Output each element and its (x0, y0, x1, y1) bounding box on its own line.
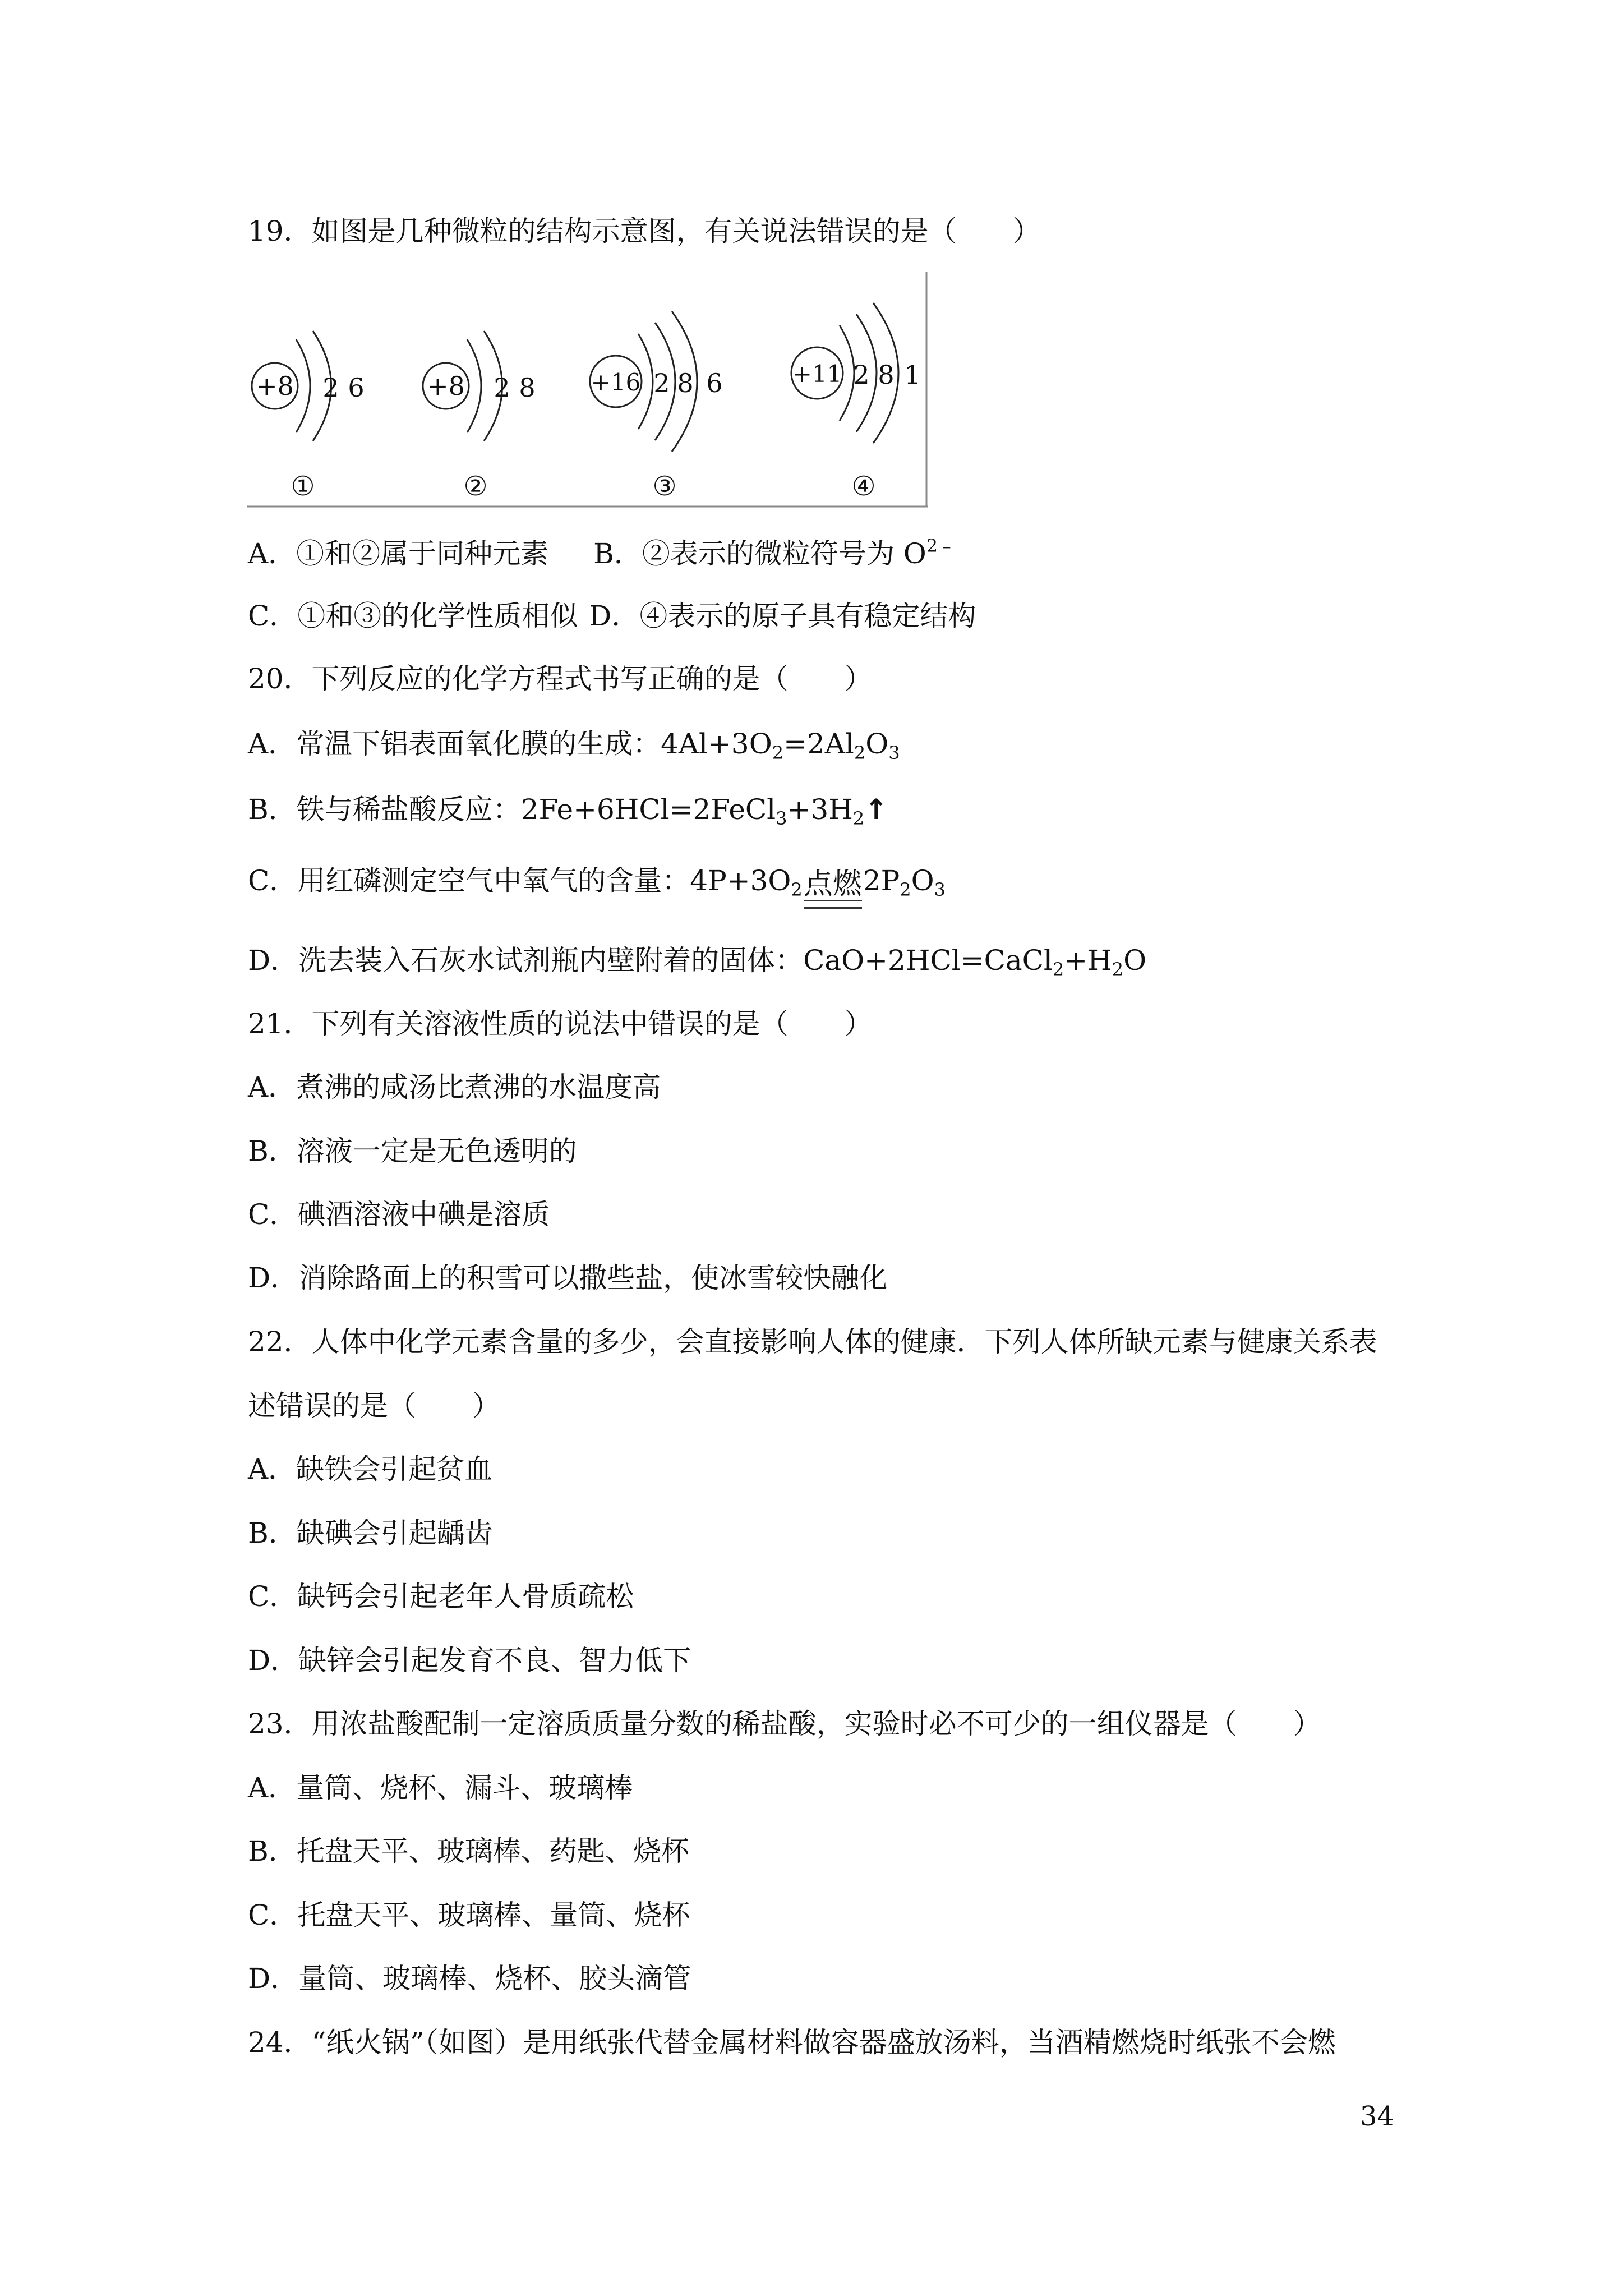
shell-electrons: 6 (706, 368, 723, 398)
q23-option-c: C．托盘天平、玻璃棒、量筒、烧杯 (248, 1899, 690, 1931)
nucleus-charge-2: +8 (427, 371, 465, 401)
q21-option-c: C．碘酒溶液中碘是溶质 (248, 1198, 550, 1231)
reaction-condition: 点燃 (804, 867, 862, 909)
q19-option-c: C．①和③的化学性质相似 (248, 600, 578, 632)
q19-option-b: B．②表示的微粒符号为 $O^{2﹣}$ (593, 535, 956, 570)
q21-option-a: A．煮沸的咸汤比煮沸的水温度高 (248, 1071, 661, 1103)
q19-options-row1 (248, 537, 956, 570)
particle-label-2: ② (463, 471, 488, 502)
q21-option-d: D．消除路面上的积雪可以撒些盐，使冰雪较快融化 (248, 1262, 888, 1294)
q22-stem-line1: 22．人体中化学元素含量的多少，会直接影响人体的健康．下列人体所缺元素与健康关系表 (248, 1326, 1377, 1358)
q21-stem: 21．下列有关溶液性质的说法中错误的是（ ） (248, 1007, 873, 1040)
nucleus-charge-3: +16 (591, 369, 641, 396)
shell-electrons: 2 (653, 368, 670, 398)
q20-stem: 20．下列反应的化学方程式书写正确的是（ ） (248, 662, 873, 695)
q22-option-c: C．缺钙会引起老年人骨质疏松 (248, 1580, 634, 1613)
shell-electrons: 8 (878, 360, 895, 390)
q22-option-b: B．缺碘会引起龋齿 (248, 1517, 493, 1549)
shell-electrons: 2 (853, 360, 870, 390)
q22-option-a: A．缺铁会引起贫血 (248, 1453, 493, 1485)
q22-option-d: D．缺锌会引起发育不良、智力低下 (248, 1644, 691, 1677)
q19-options-row2 (248, 599, 976, 633)
q23-option-a: A．量筒、烧杯、漏斗、玻璃棒 (248, 1772, 633, 1804)
shell-electrons: 8 (677, 368, 694, 398)
q24-stem: 24．“纸火锅”（如图）是用纸张代替金属材料做容器盛放汤料，当酒精燃烧时纸张不会燃 (248, 2026, 1336, 2059)
gas-arrow-icon: ↑ (864, 793, 888, 826)
q20-option-c: C．用红磷测定空气中氧气的含量：$4P+3O_2$点燃$2P_2O_3$ (248, 864, 946, 909)
q19-option-a: A．①和②属于同种元素 (248, 537, 549, 570)
q23-stem: 23．用浓盐酸配制一定溶质质量分数的稀盐酸，实验时必不可少的一组仪器是（ ） (248, 1708, 1321, 1740)
nucleus-charge-4: +11 (792, 360, 842, 388)
shell-electrons: 6 (348, 372, 365, 403)
q23-option-b: B．托盘天平、玻璃棒、药匙、烧杯 (248, 1835, 689, 1867)
particle-label-4: ④ (851, 471, 876, 502)
q19-stem: 19．如图是几种微粒的结构示意图，有关说法错误的是（ ） (248, 215, 1041, 247)
shell-electrons: 1 (904, 360, 921, 390)
q20-option-a: A．常温下铝表面氧化膜的生成：$4Al+3O_2=2Al_2O_3$ (248, 728, 900, 763)
particle-label-1: ① (291, 471, 315, 502)
shell-electrons: 8 (519, 372, 536, 403)
q23-option-d: D．量筒、玻璃棒、烧杯、胶头滴管 (248, 1962, 691, 1995)
q22-stem-line2: 述错误的是（ ） (248, 1389, 500, 1422)
q20-option-b: B．铁与稀盐酸反应：$2Fe+6HCl=2FeCl_3+3H_2↑$ (248, 793, 888, 829)
q21-option-b: B．溶液一定是无色透明的 (248, 1135, 577, 1167)
shell-electrons: 2 (494, 372, 510, 403)
q20-option-d: D．洗去装入石灰水试剂瓶内壁附着的固体：$CaO+2HCl=CaCl_2+H_2O$ (248, 944, 1147, 980)
q19-option-d: D．④表示的原子具有稳定结构 (589, 600, 976, 632)
atomic-structure-diagram (247, 272, 931, 508)
shell-electrons: 2 (322, 372, 339, 403)
nucleus-charge-1: +8 (256, 371, 294, 401)
particle-label-3: ③ (652, 471, 677, 502)
page-number: 34 (1360, 2101, 1395, 2132)
